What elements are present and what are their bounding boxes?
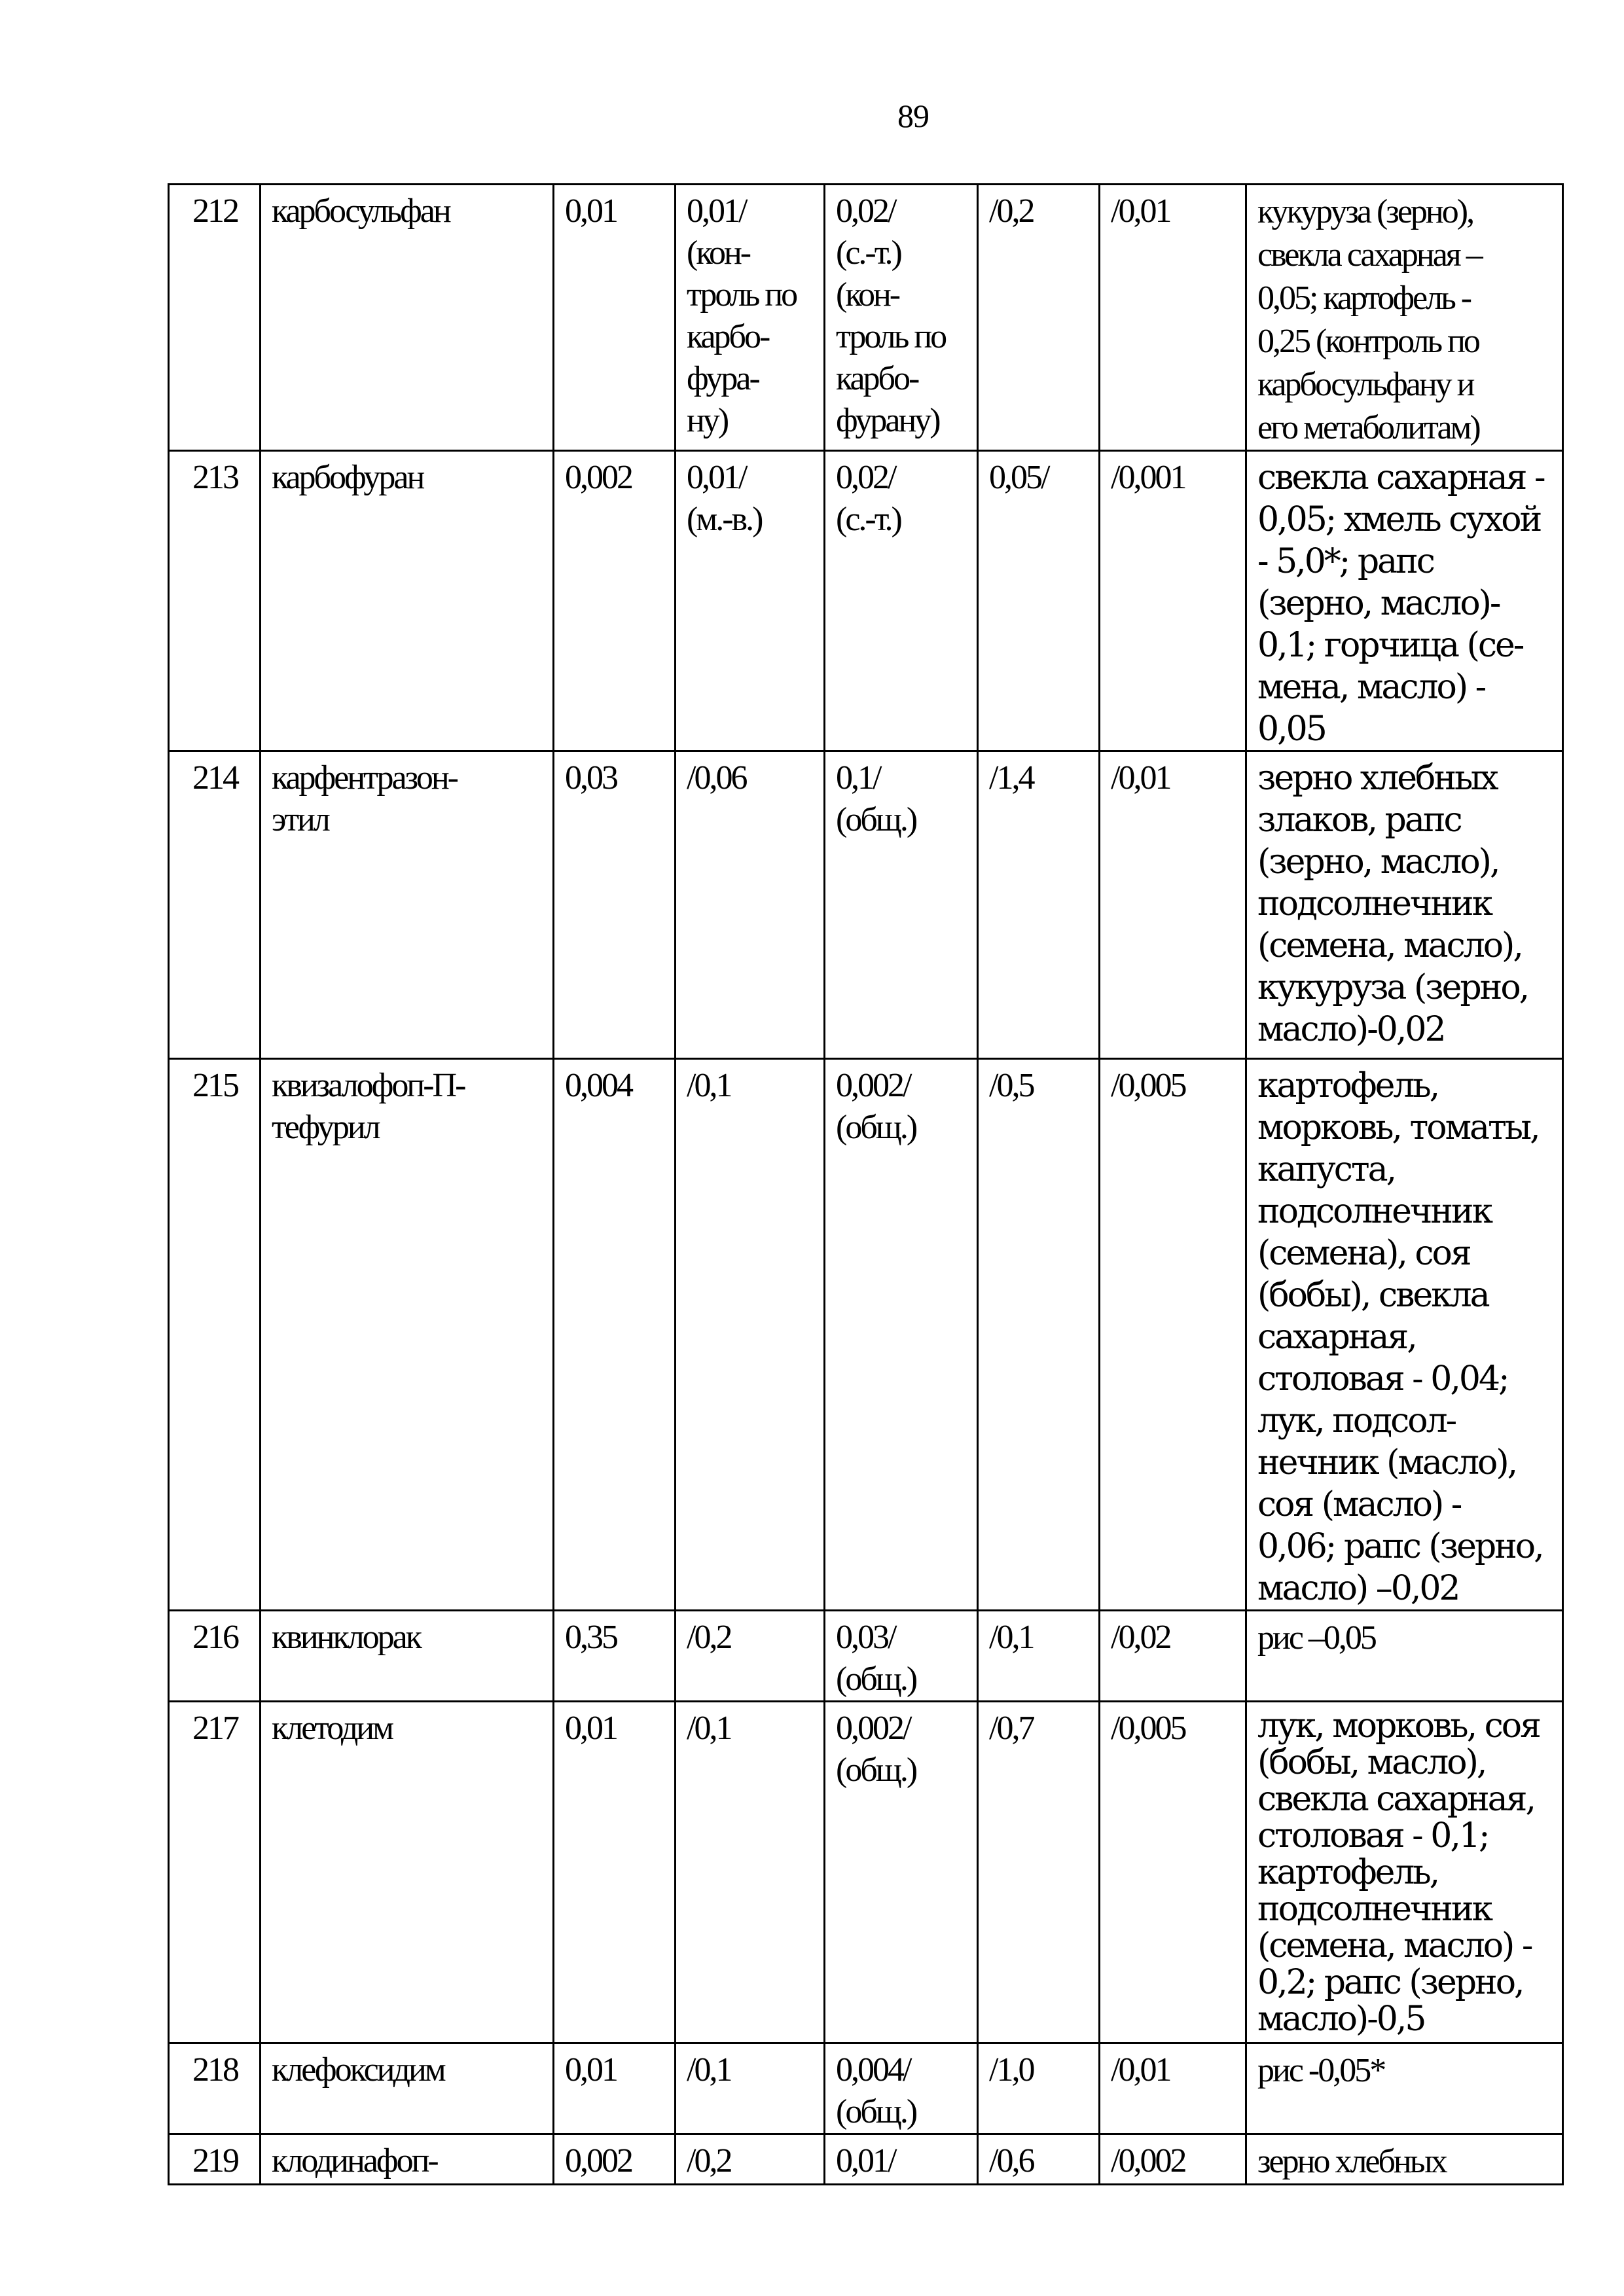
- crops-cell: рис -0,05*: [1246, 2043, 1563, 2134]
- crops-cell: кукуруза (зерно), свекла сахарная – 0,05; картофель - 0,25 (контроль по карбосульфану и его метаболитам): [1246, 185, 1563, 451]
- value-col2: /0,1: [676, 2043, 825, 2134]
- value-col5: /0,002: [1100, 2134, 1246, 2185]
- row-number: 214: [169, 751, 261, 1059]
- table-row: [169, 1059, 1563, 1611]
- crops-cell: зерно хлебных: [1246, 2134, 1563, 2185]
- crops-cell: зерно хлебных злаков, рапс (зерно, масло), подсолнечник (семена, масло), кукуруза (зерно, масло)-0,02: [1246, 751, 1563, 1059]
- table-row: [169, 2134, 1563, 2185]
- value-col3: 0,01/: [825, 2134, 978, 2185]
- page-number: 89: [897, 98, 929, 134]
- crops-cell: рис –0,05: [1246, 1611, 1563, 1702]
- value-col3: 0,002/ (общ.): [825, 1059, 978, 1611]
- value-col5: /0,02: [1100, 1611, 1246, 1702]
- value-col3: 0,02/ (с.-т.) (кон- троль по карбо- фурану): [825, 185, 978, 451]
- table-row: [169, 1611, 1563, 1702]
- pesticide-table: [168, 183, 1564, 2185]
- value-col2: /0,1: [676, 1702, 825, 2043]
- value-col3: 0,004/ (общ.): [825, 2043, 978, 2134]
- row-number: 212: [169, 185, 261, 451]
- crops-cell: свекла сахарная - 0,05; хмель сухой - 5,0*; рапс (зерно, масло)- 0,1; горчица (се- мена, масло) - 0,05: [1246, 451, 1563, 751]
- value-col1: 0,002: [554, 2134, 676, 2185]
- value-col4: /0,1: [978, 1611, 1100, 1702]
- value-col5: /0,01: [1100, 185, 1246, 451]
- value-col1: 0,01: [554, 185, 676, 451]
- value-col4: 0,05/: [978, 451, 1100, 751]
- crops-cell: лук, морковь, соя (бобы, масло), свекла сахарная, столовая - 0,1; картофель, подсолнечник (семена, масло) - 0,2; рапс (зерно, масло)-0,5: [1246, 1702, 1563, 2043]
- value-col4: /0,7: [978, 1702, 1100, 2043]
- value-col1: 0,03: [554, 751, 676, 1059]
- row-number: 215: [169, 1059, 261, 1611]
- value-col3: 0,1/ (общ.): [825, 751, 978, 1059]
- table-row: [169, 451, 1563, 751]
- value-col3: 0,002/ (общ.): [825, 1702, 978, 2043]
- value-col3: 0,03/ (общ.): [825, 1611, 978, 1702]
- crops-cell: картофель, морковь, томаты, капуста, подсолнечник (семена), соя (бобы), свекла сахарная, столовая - 0,04; лук, подсол- нечник (масло), соя (масло) - 0,06; рапс (зерно, масло) –0,02: [1246, 1059, 1563, 1611]
- table-row: [169, 2043, 1563, 2134]
- substance-name: квинклорак: [261, 1611, 554, 1702]
- value-col5: /0,005: [1100, 1059, 1246, 1611]
- value-col1: 0,004: [554, 1059, 676, 1611]
- value-col5: /0,005: [1100, 1702, 1246, 2043]
- table-row: [169, 1702, 1563, 2043]
- substance-name: карбофуран: [261, 451, 554, 751]
- value-col4: /1,4: [978, 751, 1100, 1059]
- value-col1: 0,35: [554, 1611, 676, 1702]
- row-number: 219: [169, 2134, 261, 2185]
- substance-name: квизалофоп-П- тефурил: [261, 1059, 554, 1611]
- value-col1: 0,002: [554, 451, 676, 751]
- value-col4: /1,0: [978, 2043, 1100, 2134]
- row-number: 213: [169, 451, 261, 751]
- substance-name: карфентразон- этил: [261, 751, 554, 1059]
- value-col2: /0,06: [676, 751, 825, 1059]
- substance-name: карбосульфан: [261, 185, 554, 451]
- value-col4: /0,6: [978, 2134, 1100, 2185]
- table-row: [169, 751, 1563, 1059]
- value-col3: 0,02/ (с.-т.): [825, 451, 978, 751]
- table-row: [169, 185, 1563, 451]
- value-col5: /0,01: [1100, 2043, 1246, 2134]
- substance-name: клетодим: [261, 1702, 554, 2043]
- substance-name: клефоксидим: [261, 2043, 554, 2134]
- value-col1: 0,01: [554, 2043, 676, 2134]
- value-col4: /0,5: [978, 1059, 1100, 1611]
- value-col5: /0,01: [1100, 751, 1246, 1059]
- value-col2: /0,2: [676, 1611, 825, 1702]
- substance-name: клодинафоп-: [261, 2134, 554, 2185]
- row-number: 218: [169, 2043, 261, 2134]
- value-col1: 0,01: [554, 1702, 676, 2043]
- row-number: 217: [169, 1702, 261, 2043]
- value-col2: /0,1: [676, 1059, 825, 1611]
- value-col2: 0,01/ (м.-в.): [676, 451, 825, 751]
- value-col2: /0,2: [676, 2134, 825, 2185]
- value-col2: 0,01/ (кон- троль по карбо- фура- ну): [676, 185, 825, 451]
- row-number: 216: [169, 1611, 261, 1702]
- value-col4: /0,2: [978, 185, 1100, 451]
- value-col5: /0,001: [1100, 451, 1246, 751]
